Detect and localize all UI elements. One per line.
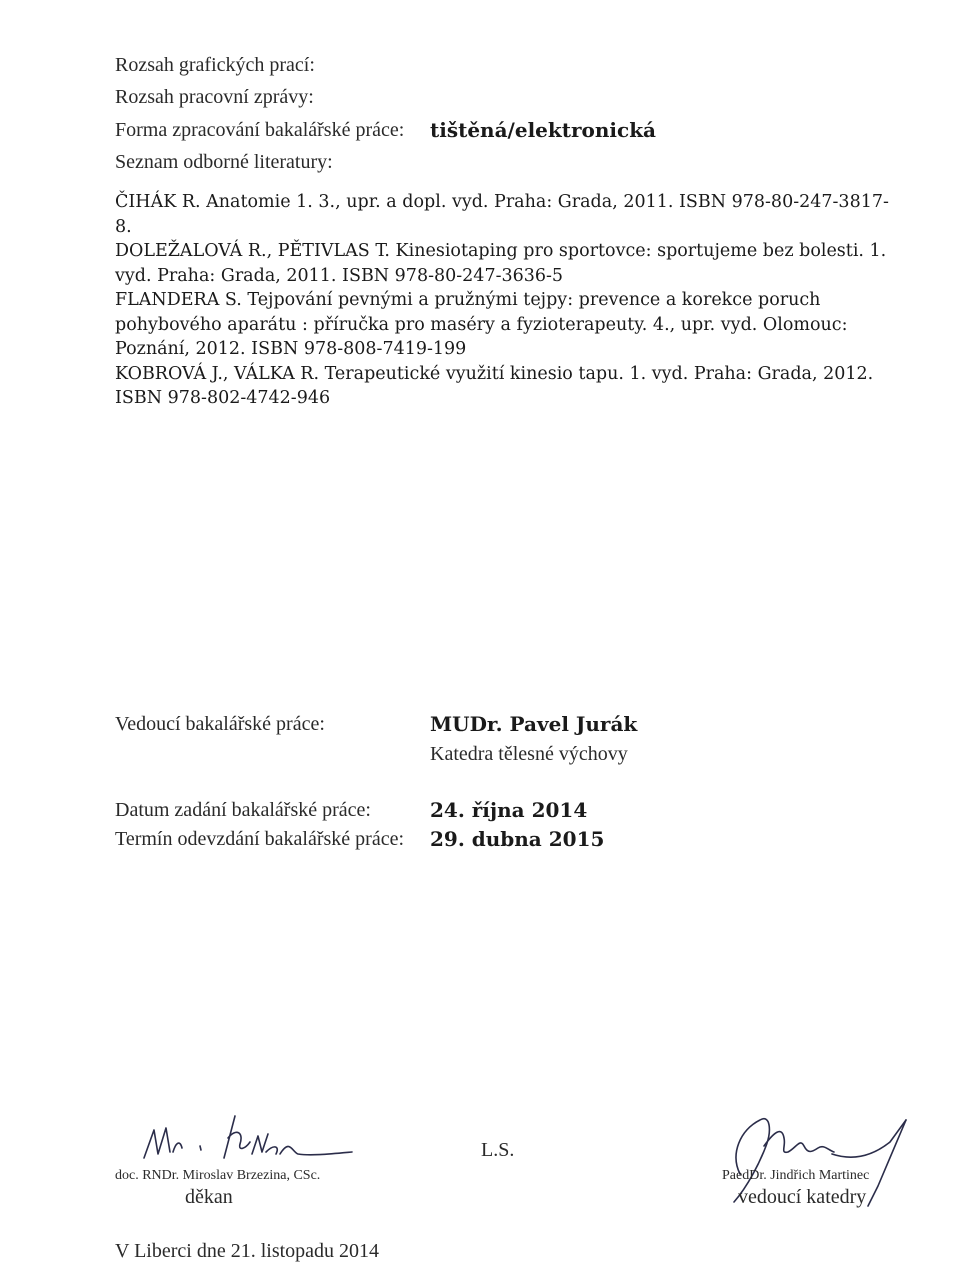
thesis-form-label: Forma zpracování bakalářské práce: [115, 119, 405, 141]
thesis-form-value: tištěná/elektronická [430, 118, 657, 142]
seal-mark: L.S. [481, 1139, 515, 1161]
deadline-label: Termín odevzdání bakalářské práce: [115, 828, 405, 850]
assignment-date-label: Datum zadání bakalářské práce: [115, 799, 371, 821]
assignment-date-value: 24. října 2014 [430, 798, 588, 822]
head-name: PaedDr. Jindřich Martinec [722, 1168, 870, 1183]
supervisor-department: Katedra tělesné výchovy [430, 743, 628, 765]
literature-list [115, 190, 895, 411]
literature-item: ČIHÁK R. Anatomie 1. 3., upr. a dopl. vyd. Praha: Grada, 2011. ISBN 978-80-247-3817-8. [115, 192, 889, 237]
literature-label: Seznam odborné literatury: [115, 151, 333, 173]
supervisor-label: Vedoucí bakalářské práce: [115, 713, 325, 735]
literature-item: DOLEŽALOVÁ R., PĚTIVLAS T. Kinesiotaping pro sportovce: sportujeme bez bolesti. 1. vyd. Praha: Grada, 2011. ISBN 978-80-247-3636-5 [115, 241, 887, 286]
report-extent-label: Rozsah pracovní zprávy: [115, 86, 314, 108]
head-title: vedoucí katedry [738, 1186, 867, 1208]
place-and-date: V Liberci dne 21. listopadu 2014 [115, 1240, 380, 1262]
literature-item: FLANDERA S. Tejpování pevnými a pružnými tejpy: prevence a korekce poruch pohybového aparátu : příručka pro maséry a fyzioterapeuty. 4., upr. vyd. Olomouc: Poznání, 2012. ISBN 978-808-7419-199 [115, 290, 848, 359]
deadline-value: 29. dubna 2015 [430, 827, 605, 851]
literature-item: KOBROVÁ J., VÁLKA R. Terapeutické využití kinesio tapu. 1. vyd. Praha: Grada, 2012. ISBN 978-802-4742-946 [115, 363, 874, 408]
dean-name: doc. RNDr. Miroslav Brzezina, CSc. [115, 1168, 321, 1183]
supervisor-name: MUDr. Pavel Jurák [430, 712, 638, 736]
dean-title: děkan [185, 1186, 233, 1208]
graphics-extent-label: Rozsah grafických prací: [115, 54, 315, 76]
dean-signature [140, 1108, 360, 1168]
